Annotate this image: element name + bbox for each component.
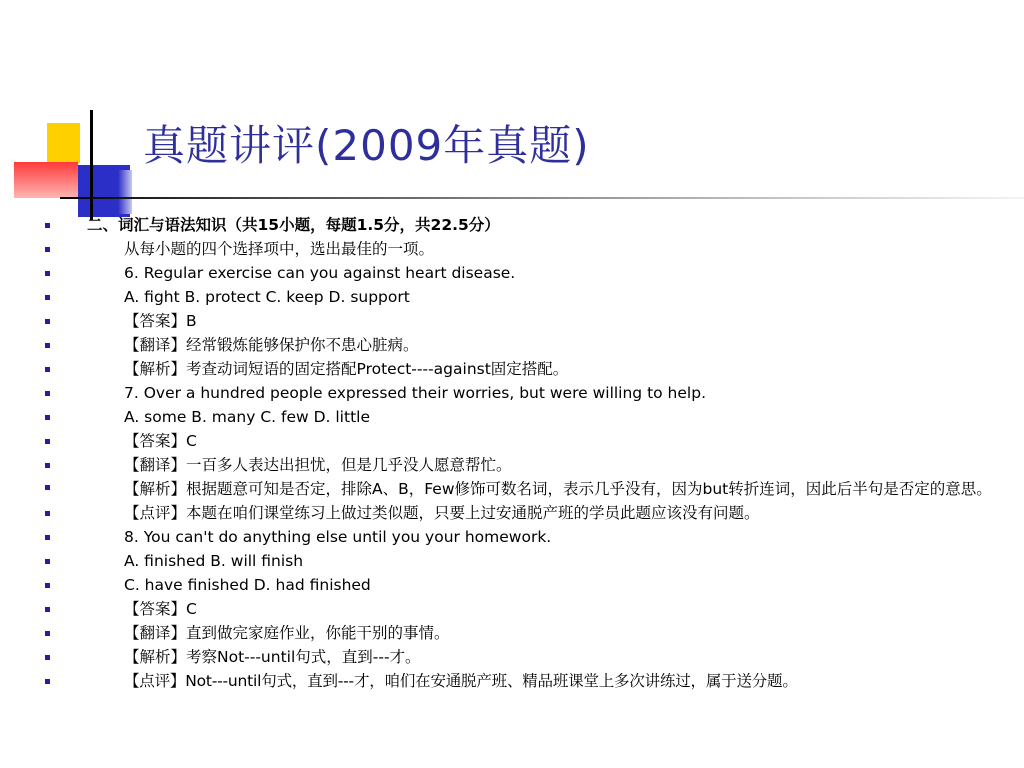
question-6-analysis: 【解析】考查动词短语的固定搭配Protect----against固定搭配。 (124, 360, 569, 378)
square-bullet-icon (45, 535, 50, 540)
list-item (44, 525, 1004, 549)
question-8-options-ab: A. finished B. will finish (124, 552, 304, 570)
section-heading: 二、词汇与语法知识（共15小题，每题1.5分，共22.5分） (87, 216, 500, 234)
title-underline (60, 197, 1024, 199)
list-item (44, 405, 1004, 429)
list-item (44, 669, 1004, 693)
square-bullet-icon (45, 391, 50, 396)
square-bullet-icon (45, 655, 50, 660)
question-6-options: A. fight B. protect C. keep D. support (124, 288, 410, 306)
square-bullet-icon (45, 559, 50, 564)
slide-content-list (44, 213, 1004, 693)
question-7-answer: 【答案】C (124, 432, 197, 450)
question-8-answer: 【答案】C (124, 600, 197, 618)
list-item (44, 237, 1004, 261)
square-bullet-icon (45, 511, 50, 516)
question-7-translation: 【翻译】一百多人表达出担忧，但是几乎没人愿意帮忙。 (124, 456, 512, 474)
square-bullet-icon (45, 439, 50, 444)
square-bullet-icon (45, 319, 50, 324)
square-bullet-icon (45, 247, 50, 252)
square-bullet-icon (45, 583, 50, 588)
square-bullet-icon (45, 485, 50, 490)
question-6: 6. Regular exercise can you against heart disease. (124, 264, 516, 282)
question-6-translation: 【翻译】经常锻炼能够保护你不患心脏病。 (124, 336, 419, 354)
question-8-analysis: 【解析】考察Not---until句式，直到---才。 (124, 648, 421, 666)
question-8: 8. You can't do anything else until you your homework. (124, 528, 552, 546)
list-item (44, 621, 1004, 645)
decor-yellow-square (47, 123, 80, 163)
square-bullet-icon (45, 607, 50, 612)
square-bullet-icon (45, 679, 50, 684)
decor-blue-gradient (118, 170, 132, 214)
decor-vertical-line (90, 110, 93, 220)
question-8-options-cd: C. have finished D. had finished (124, 576, 371, 594)
list-item (44, 261, 1004, 285)
list-item (44, 645, 1004, 669)
question-8-comment: 【点评】Not---until句式，直到---才，咱们在安通脱产班、精品班课堂上多次讲练过，属于送分题。 (124, 672, 798, 690)
list-item (44, 549, 1004, 573)
square-bullet-icon (45, 415, 50, 420)
list-item (44, 573, 1004, 597)
list-item (44, 597, 1004, 621)
question-7-analysis: 【解析】根据题意可知是否定，排除A、B，Few修饰可数名词，表示几乎没有，因为but转折连词，因此后半句是否定的意思。 (124, 480, 992, 498)
square-bullet-icon (45, 223, 50, 228)
list-item (44, 285, 1004, 309)
list-item (44, 333, 1004, 357)
square-bullet-icon (45, 367, 50, 372)
question-8-translation: 【翻译】直到做完家庭作业，你能干别的事情。 (124, 624, 450, 642)
instruction-text: 从每小题的四个选择项中，选出最佳的一项。 (124, 240, 435, 258)
list-item (44, 477, 1004, 501)
square-bullet-icon (45, 631, 50, 636)
question-7-options: A. some B. many C. few D. little (124, 408, 370, 426)
question-7: 7. Over a hundred people expressed their worries, but were willing to help. (124, 384, 706, 402)
square-bullet-icon (45, 463, 50, 468)
question-7-comment: 【点评】本题在咱们课堂练习上做过类似题，只要上过安通脱产班的学员此题应该没有问题。 (124, 504, 760, 522)
list-item (44, 213, 1004, 237)
list-item (44, 501, 1004, 525)
square-bullet-icon (45, 295, 50, 300)
square-bullet-icon (45, 271, 50, 276)
list-item (44, 381, 1004, 405)
list-item (44, 429, 1004, 453)
list-item (44, 309, 1004, 333)
question-6-answer: 【答案】B (124, 312, 197, 330)
slide-title: 真题讲评(2009年真题) (143, 121, 590, 170)
list-item (44, 453, 1004, 477)
square-bullet-icon (45, 343, 50, 348)
decor-red-square (14, 162, 78, 198)
list-item (44, 357, 1004, 381)
